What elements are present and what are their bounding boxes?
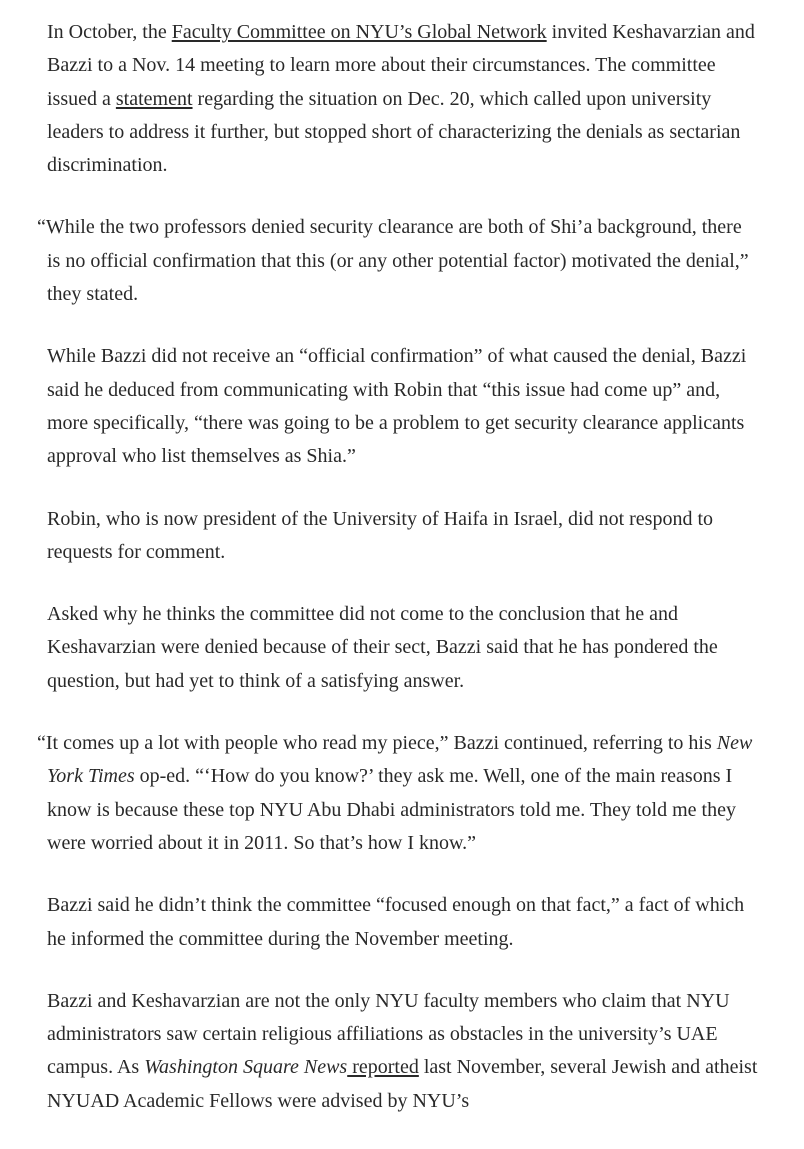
- text: invited Keshavarzian and Bazzi to a Nov. 14 meeting to learn more about their circumstances. The committee issued a: [47, 21, 755, 110]
- paragraph-committee-quote: “While the two professors denied security clearance are both of Shi’a background, there is no official confirmation that this (or any other potential factor) motivated the denial,” they stated.: [37, 216, 749, 306]
- paragraph-robin-response: Robin, who is now president of the University of Haifa in Israel, did not respond to requests for comment.: [47, 507, 713, 563]
- publication-name: Washington Square News: [144, 1056, 348, 1079]
- text: regarding the situation on Dec. 20, which called upon university leaders to address it further, but stopped short of characterizing the denials as sectarian discrimination.: [47, 87, 741, 177]
- publication-name: New York Times: [47, 732, 753, 788]
- paragraph-committee-meeting: [47, 16, 759, 182]
- faculty-committee-link[interactable]: Faculty Committee on NYU’s Global Network: [171, 21, 547, 43]
- paragraph-bazzi-quote: [37, 727, 759, 860]
- text: “It comes up a lot with people who read my piece,” Bazzi continued, referring to his: [37, 732, 717, 755]
- text: last November, several Jewish and atheist NYUAD Academic Fellows were advised by NYU’s: [47, 1056, 758, 1112]
- statement-link[interactable]: statement: [115, 87, 193, 110]
- text: op-ed. “‘How do you know?’ they ask me. Well, one of the main reasons I know is because these top NYU Abu Dhabi administrators told me. They told me they were worried about it in 2011. So that’s how I know.”: [47, 765, 736, 854]
- text: In October, the: [47, 21, 172, 43]
- paragraph-committee-conclusion: Asked why he thinks the committee did not come to the conclusion that he and Keshavarzian were denied because of their sect, Bazzi said that he has pondered the question, but had yet to think of a satisfying answer.: [47, 603, 718, 692]
- reported-link[interactable]: reported: [347, 1056, 419, 1079]
- paragraph-official-confirmation: While Bazzi did not receive an “official confirmation” of what caused the denial, Bazzi said he deduced from communicating with Robin that “this issue had come up” and, more specifically, “there was going to be a problem to get security clearance applicants approval who list themselves as Shia.”: [47, 345, 747, 468]
- text: Bazzi and Keshavarzian are not the only NYU faculty members who claim that NYU administrators saw certain religious affiliations as obstacles in the university’s UAE campus. As: [47, 989, 730, 1079]
- paragraph-other-faculty: [47, 985, 759, 1118]
- paragraph-focused-enough: Bazzi said he didn’t think the committee “focused enough on that fact,” a fact of which he informed the committee during the November meeting.: [47, 894, 745, 950]
